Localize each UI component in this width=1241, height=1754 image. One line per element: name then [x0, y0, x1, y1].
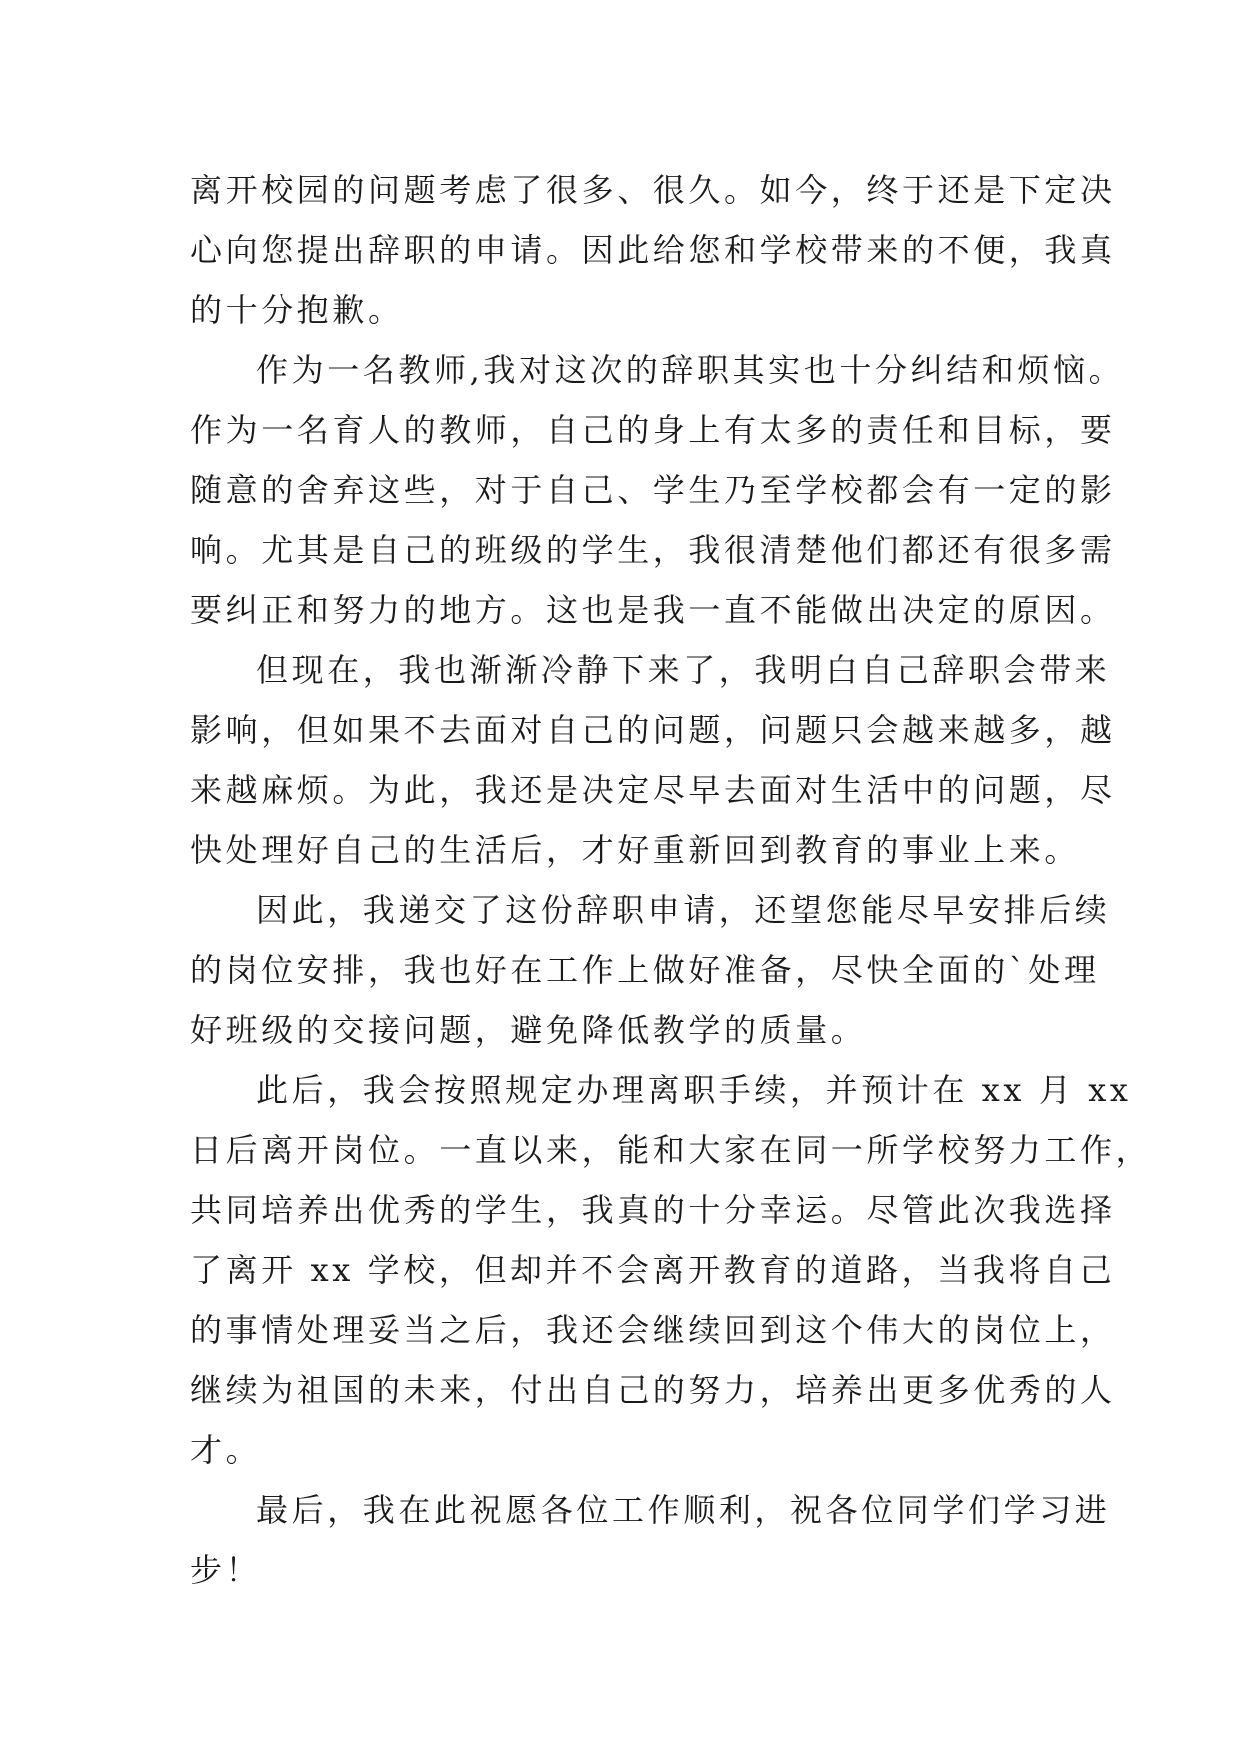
- text-line: 日后离开岗位。一直以来，能和大家在同一所学校努力工作，: [190, 1131, 1152, 1169]
- text-line: 了离开 xx 学校，但却并不会离开教育的道路，当我将自己: [190, 1251, 1116, 1289]
- text-line: 作为一名育人的教师，自己的身上有太多的责任和目标，要: [190, 411, 1116, 449]
- text-line: 心向您提出辞职的申请。因此给您和学校带来的不便，我真: [190, 231, 1116, 269]
- text-line: 的岗位安排，我也好在工作上做好准备，尽快全面的`处理: [190, 951, 1100, 989]
- text-line: 此后，我会按照规定办理离职手续，并预计在 xx 月 xx: [256, 1071, 1132, 1109]
- paragraph-3: [190, 640, 1116, 880]
- document-body: [190, 160, 1152, 1600]
- text-line: 作为一名教师,我对这次的辞职其实也十分纠结和烦恼。: [256, 351, 1125, 389]
- text-line: 步！: [190, 1551, 262, 1589]
- text-line: 最后，我在此祝愿各位工作顺利，祝各位同学们学习进: [256, 1491, 1111, 1529]
- paragraph-2: [190, 340, 1125, 640]
- paragraph-1: [190, 160, 1116, 340]
- text-line: 随意的舍弃这些，对于自己、学生乃至学校都会有一定的影: [190, 471, 1116, 509]
- paragraph-6: [190, 1480, 1111, 1600]
- text-line: 快处理好自己的生活后，才好重新回到教育的事业上来。: [190, 831, 1081, 869]
- text-line: 共同培养出优秀的学生，我真的十分幸运。尽管此次我选择: [190, 1191, 1116, 1229]
- text-line: 但现在，我也渐渐冷静下来了，我明白自己辞职会带来: [256, 651, 1111, 689]
- text-line: 影响，但如果不去面对自己的问题，问题只会越来越多，越: [190, 711, 1116, 749]
- text-line: 离开校园的问题考虑了很多、很久。如今，终于还是下定决: [190, 171, 1116, 209]
- text-line: 响。尤其是自己的班级的学生，我很清楚他们都还有很多需: [190, 531, 1116, 569]
- text-line: 好班级的交接问题，避免降低教学的质量。: [190, 1011, 867, 1049]
- paragraph-5: [190, 1060, 1152, 1480]
- text-line: 才。: [190, 1431, 262, 1469]
- text-line: 要纠正和努力的地方。这也是我一直不能做出决定的原因。: [190, 591, 1116, 629]
- text-line: 继续为祖国的未来，付出自己的努力，培养出更多优秀的人: [190, 1371, 1116, 1409]
- text-line: 的十分抱歉。: [190, 291, 404, 329]
- text-line: 的事情处理妥当之后，我还会继续回到这个伟大的岗位上，: [190, 1311, 1116, 1349]
- text-line: 来越麻烦。为此，我还是决定尽早去面对生活中的问题，尽: [190, 771, 1116, 809]
- paragraph-4: [190, 880, 1111, 1060]
- text-line: 因此，我递交了这份辞职申请，还望您能尽早安排后续: [256, 891, 1111, 929]
